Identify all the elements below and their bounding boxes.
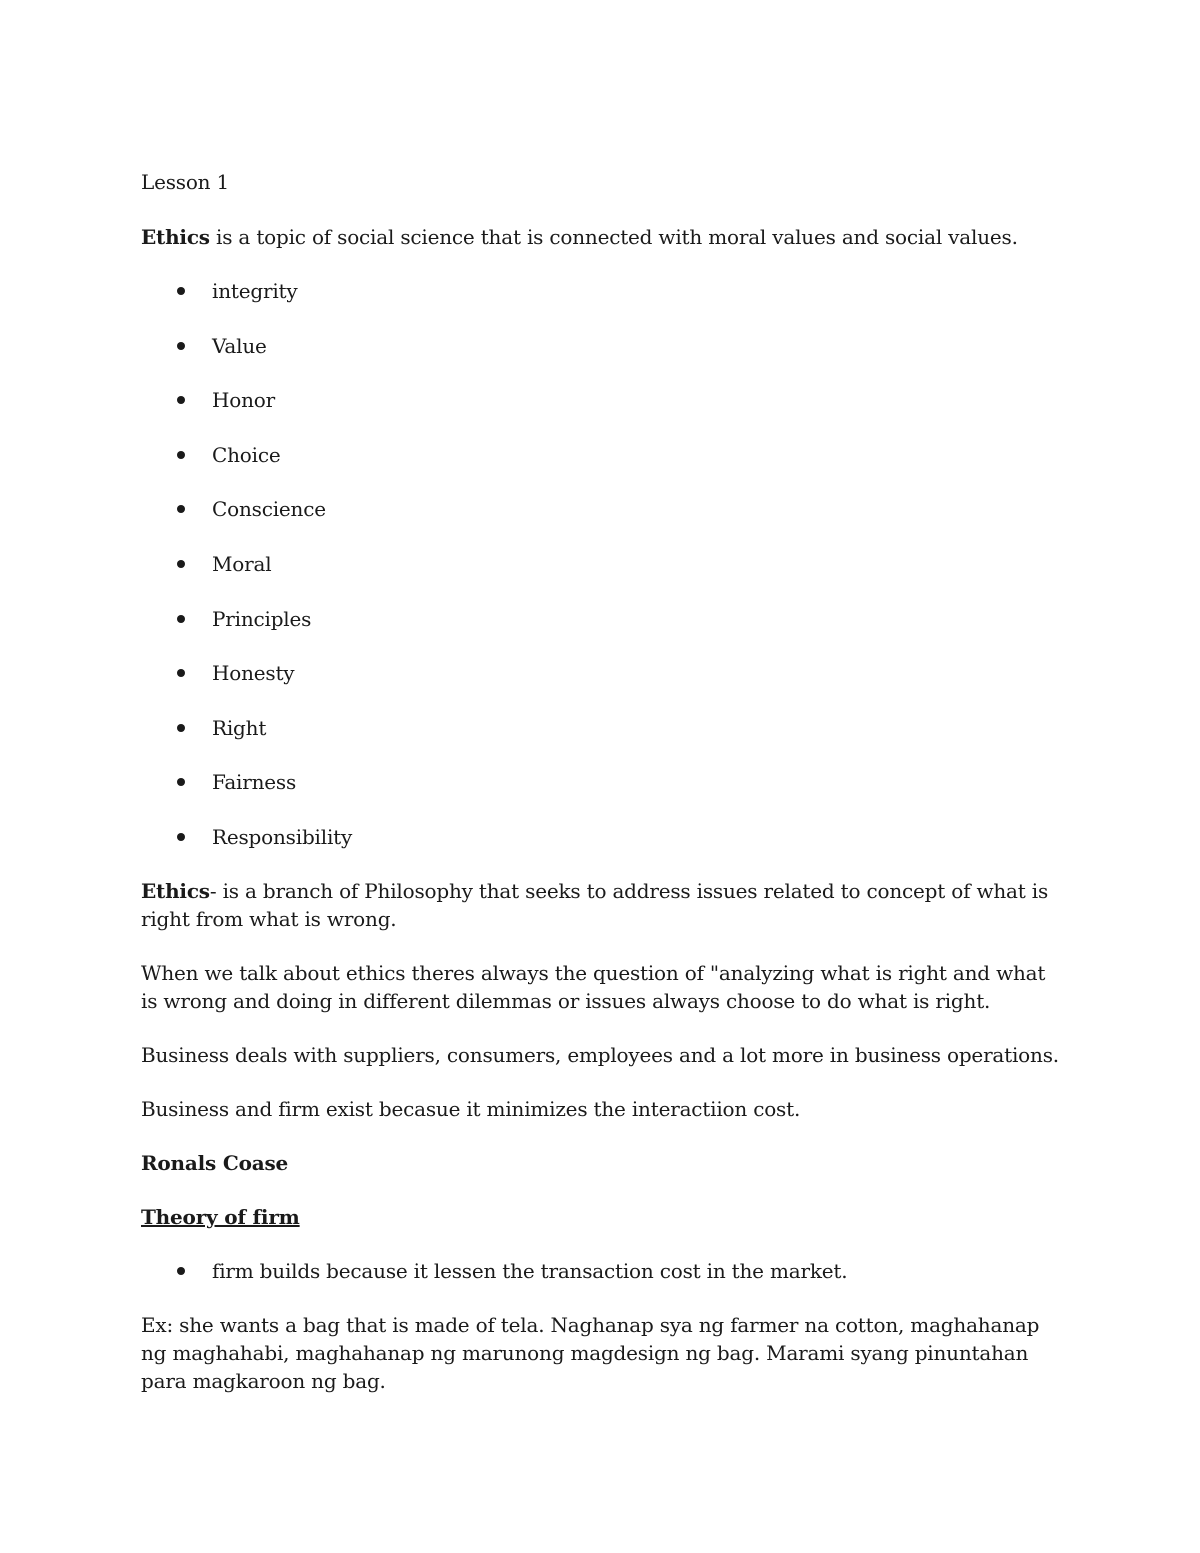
list-item-label: Honesty <box>212 661 295 686</box>
list-item-label: firm builds because it lessen the transaction cost in the market. <box>212 1258 848 1283</box>
list-item <box>141 714 1061 742</box>
intro-term: Ethics <box>141 225 210 249</box>
values-list <box>141 277 1061 851</box>
list-item <box>141 495 1061 523</box>
list-item-label: Principles <box>212 606 312 631</box>
intro-text: is a topic of social science that is connected with moral values and social values. <box>209 225 1018 249</box>
lesson-title: Lesson 1 <box>141 170 230 194</box>
list-item <box>141 659 1061 687</box>
list-item <box>141 441 1061 469</box>
list-item-label: Fairness <box>212 770 297 795</box>
example-paragraph: Ex: she wants a bag that is made of tela. Naghanap sya ng farmer na cotton, maghahanap ng maghahabi, maghahanap ng marunong magdesign ng bag. Marami syang pinuntahan para magkaroon ng bag. <box>141 1312 1040 1393</box>
list-item-label: integrity <box>212 279 298 303</box>
author-heading: Ronals Coase <box>141 1150 289 1175</box>
theory-list <box>141 1257 1061 1285</box>
bullet-icon <box>177 560 185 568</box>
bullet-icon <box>177 451 185 459</box>
definition-paragraph <box>141 877 1061 933</box>
definition-term: Ethics <box>141 878 210 903</box>
list-item <box>141 386 1061 414</box>
list-item <box>141 823 1061 851</box>
list-item <box>141 605 1061 633</box>
list-item-label: Value <box>212 333 267 358</box>
bullet-icon <box>177 287 185 295</box>
bullet-icon <box>177 778 185 786</box>
bullet-icon <box>177 724 185 732</box>
business-deals-paragraph: Business deals with suppliers, consumers, employees and a lot more in business operations. <box>141 1042 1059 1067</box>
intro-paragraph <box>141 223 1061 251</box>
document-page <box>141 168 1061 1421</box>
bullet-icon <box>177 833 185 841</box>
bullet-icon <box>177 615 185 623</box>
list-item-label: Conscience <box>212 497 326 522</box>
list-item-label: Right <box>212 715 267 740</box>
bullet-icon <box>177 342 185 350</box>
list-item-label: Responsibility <box>212 824 353 849</box>
list-item-label: Choice <box>212 442 281 467</box>
list-item <box>141 277 1061 305</box>
bullet-icon <box>177 669 185 677</box>
list-item-label: Moral <box>212 551 272 576</box>
list-item <box>141 768 1061 796</box>
definition-text: - is a branch of Philosophy that seeks to address issues related to concept of what is right from what is wrong. <box>141 878 1049 931</box>
bullet-icon <box>177 505 185 513</box>
bullet-icon <box>177 1267 185 1275</box>
list-item <box>141 550 1061 578</box>
list-item-label: Honor <box>212 388 275 413</box>
list-item <box>141 1257 1061 1285</box>
theory-heading: Theory of firm <box>141 1204 300 1229</box>
list-item <box>141 332 1061 360</box>
ethics-question-paragraph: When we talk about ethics theres always the question of "analyzing what is right and what is wrong and doing in different dilemmas or issues always choose to do what is right. <box>141 960 1046 1013</box>
firm-exists-paragraph: Business and firm exist becasue it minimizes the interactiion cost. <box>141 1096 801 1121</box>
bullet-icon <box>177 396 185 404</box>
